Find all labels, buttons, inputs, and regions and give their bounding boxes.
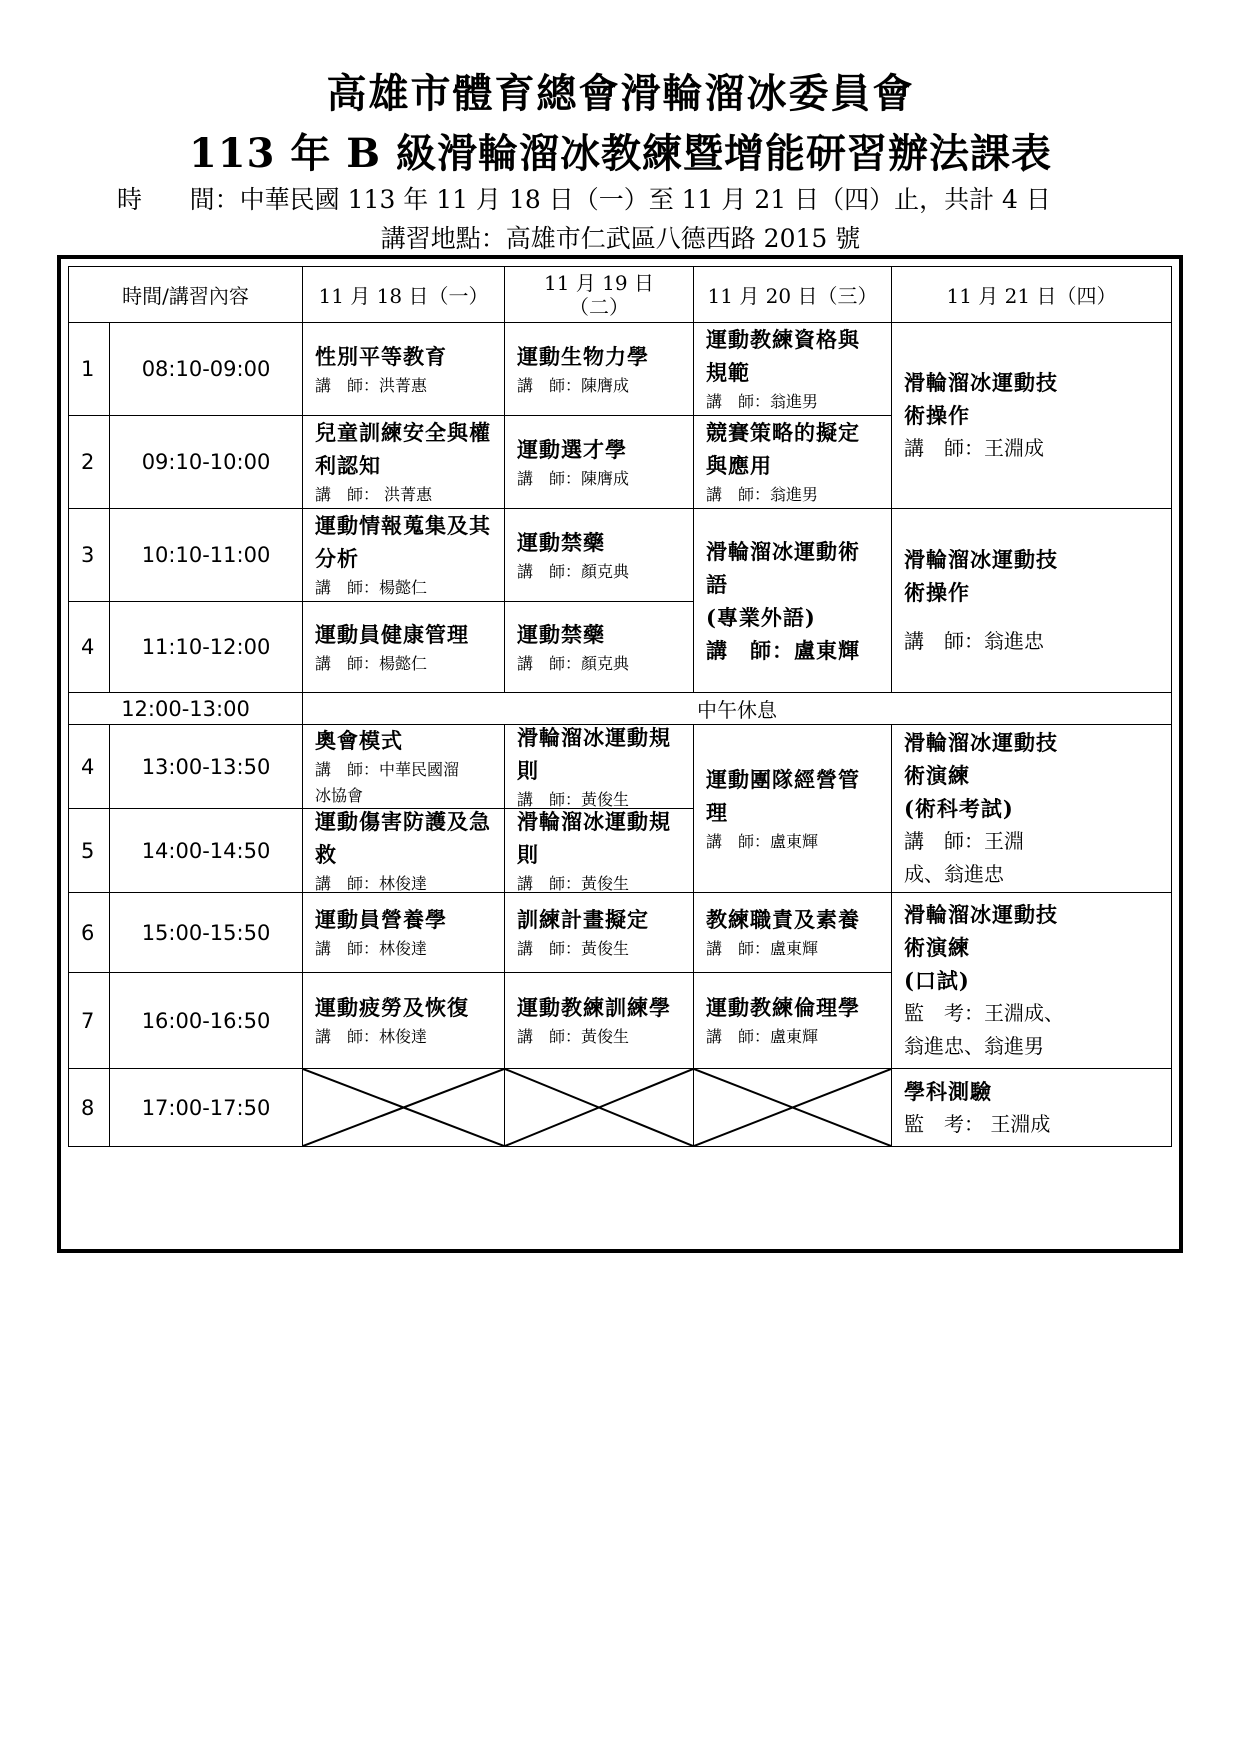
- session-cell: [302, 415, 505, 509]
- row-number: 8: [68, 1068, 110, 1147]
- session-cell: [504, 892, 694, 973]
- session-title: 滑輪溜冰運動技: [904, 730, 1058, 755]
- session-cell: [693, 508, 892, 693]
- session-title: 運動選才學: [517, 436, 627, 462]
- session-title: 理: [706, 799, 728, 825]
- session-cell: [302, 508, 505, 602]
- session-teacher: 講 師： 洪菁惠: [315, 485, 433, 504]
- header-day2-date: 11 月 19 日: [544, 270, 654, 295]
- session-teacher: 成、翁進忠: [904, 862, 1004, 886]
- empty-cell-crossed: [504, 1068, 694, 1147]
- session-teacher: 講 師：黃俊生: [517, 789, 630, 809]
- session-title: (專業外語): [706, 604, 816, 630]
- session-title: 救: [315, 841, 337, 867]
- session-title: 則: [517, 841, 539, 867]
- session-teacher: 講 師：王淵成: [904, 436, 1044, 460]
- session-cell: [302, 322, 505, 416]
- session-title: 規範: [706, 360, 750, 385]
- session-title: 運動傷害防護及急: [315, 808, 491, 834]
- row-time: 08:10-09:00: [109, 322, 303, 416]
- session-teacher: 翁進忠、翁進男: [904, 1034, 1044, 1058]
- session-cell: [891, 508, 1172, 693]
- session-title: 術操作: [904, 403, 970, 428]
- row-number: 1: [68, 322, 110, 416]
- session-title: 術演練: [904, 935, 970, 960]
- session-title: 運動團隊經營管: [706, 766, 860, 792]
- session-title: 語: [706, 571, 728, 597]
- row-number: 4: [68, 724, 110, 809]
- document-title: 高雄市體育總會滑輪溜冰委員會: [326, 70, 915, 117]
- header-day2-weekday: （二）: [569, 294, 629, 319]
- session-teacher: 講 師：陳膺成: [517, 468, 630, 488]
- session-title: 運動禁藥: [517, 529, 605, 555]
- schedule-grid: [68, 266, 1172, 1242]
- session-title: 滑輪溜冰運動技: [904, 370, 1058, 395]
- header-corner: 時間/講習內容: [68, 266, 303, 323]
- session-title: 運動情報蒐集及其: [315, 513, 491, 538]
- row-time: 10:10-11:00: [109, 508, 303, 602]
- lunch-break: 中午休息: [302, 692, 1172, 725]
- session-teacher: 講 師：盧東輝: [706, 1027, 819, 1046]
- session-cell: [693, 415, 892, 509]
- session-title: 奧會模式: [315, 728, 403, 753]
- session-cell: [504, 508, 694, 602]
- session-cell: [693, 724, 892, 893]
- session-teacher: 講 師：楊懿仁: [315, 578, 428, 597]
- header-day3: 11 月 20 日（三）: [693, 266, 892, 323]
- session-teacher: 講 師：顏克典: [517, 561, 630, 581]
- session-title: 運動禁藥: [517, 621, 605, 647]
- session-title: 學科測驗: [904, 1078, 992, 1104]
- session-title: 兒童訓練安全與權: [315, 420, 491, 445]
- session-teacher: 講 師：翁進男: [706, 485, 819, 504]
- header-day1: 11 月 18 日（一）: [302, 266, 505, 323]
- session-title: 術操作: [904, 580, 970, 605]
- session-teacher: 講 師：翁進男: [706, 392, 819, 411]
- session-title: 利認知: [315, 453, 381, 478]
- lunch-time: 12:00-13:00: [68, 692, 303, 725]
- session-cell: [891, 1068, 1172, 1147]
- session-teacher: 講 師：盧東輝: [706, 831, 819, 851]
- row-time: 17:00-17:50: [109, 1068, 303, 1147]
- row-number: 7: [68, 972, 110, 1069]
- row-time: 15:00-15:50: [109, 892, 303, 973]
- session-cell: [504, 972, 694, 1069]
- session-title: 運動員營養學: [315, 907, 447, 932]
- session-teacher: 講 師：顏克典: [517, 653, 630, 673]
- session-cell: [891, 724, 1172, 893]
- empty-cell-crossed: [693, 1068, 892, 1147]
- session-teacher: 監 考：王淵成、: [904, 1001, 1064, 1025]
- header-day4: 11 月 21 日（四）: [891, 266, 1172, 323]
- row-time: 11:10-12:00: [109, 601, 303, 693]
- schedule-table: [57, 255, 1183, 1253]
- row-number: 6: [68, 892, 110, 973]
- session-title: 運動生物力學: [517, 343, 649, 369]
- session-title: 運動教練倫理學: [706, 995, 860, 1020]
- session-teacher: 講 師：林俊達: [315, 939, 428, 958]
- session-title: 滑輪溜冰運動技: [904, 902, 1058, 927]
- session-teacher: 講 師：黃俊生: [517, 939, 630, 958]
- session-teacher: 講 師：盧東輝: [706, 939, 819, 958]
- session-title: 分析: [315, 546, 359, 571]
- empty-cell-crossed: [302, 1068, 505, 1147]
- cross-mark: [694, 1069, 891, 1146]
- row-time: 09:10-10:00: [109, 415, 303, 509]
- session-teacher: 講 師：林俊達: [315, 1027, 428, 1046]
- row-number: 5: [68, 808, 110, 893]
- session-title: 滑輪溜冰運動技: [904, 547, 1058, 572]
- session-title: 與應用: [706, 453, 772, 478]
- session-cell: [693, 322, 892, 416]
- session-title: 則: [517, 757, 539, 783]
- session-cell: [302, 972, 505, 1069]
- session-cell: [302, 601, 505, 693]
- spacer: [904, 609, 1163, 625]
- venue-location: 講習地點：高雄市仁武區八德西路 2015 號: [380, 224, 861, 253]
- session-teacher: 講 師：黃俊生: [517, 873, 630, 893]
- session-cell: [504, 724, 694, 809]
- session-title: 運動疲勞及恢復: [315, 995, 469, 1020]
- session-title: 訓練計畫擬定: [517, 907, 649, 932]
- row-time: 14:00-14:50: [109, 808, 303, 893]
- schedule-period: 時 間：中華民國 113 年 11 月 18 日（一）至 11 月 21 日（四）止，共計 4 日: [117, 185, 1051, 214]
- session-cell: [504, 808, 694, 893]
- row-number: 3: [68, 508, 110, 602]
- cross-mark: [303, 1069, 504, 1146]
- session-teacher: 監 考： 王淵成: [904, 1111, 1051, 1136]
- session-teacher: 講 師：楊懿仁: [315, 653, 428, 673]
- session-title: 術演練: [904, 763, 970, 788]
- session-cell: [693, 892, 892, 973]
- row-number: 4: [68, 601, 110, 693]
- session-title: 性別平等教育: [315, 343, 447, 369]
- session-teacher: 講 師：翁進忠: [904, 629, 1044, 653]
- session-title: 滑輪溜冰運動規: [517, 808, 671, 834]
- session-title: 教練職責及素養: [706, 907, 860, 932]
- session-cell: [302, 808, 505, 893]
- session-teacher: 冰協會: [315, 786, 364, 805]
- session-title: 滑輪溜冰運動規: [517, 724, 671, 750]
- session-cell: [302, 724, 505, 809]
- session-title: 運動教練訓練學: [517, 995, 671, 1020]
- session-title: 運動教練資格與: [706, 327, 860, 352]
- session-title: (口試): [904, 968, 970, 993]
- session-cell: [891, 892, 1172, 1069]
- session-teacher: 講 師：林俊達: [315, 873, 428, 893]
- session-cell: [891, 322, 1172, 509]
- session-cell: [302, 892, 505, 973]
- session-cell: [504, 322, 694, 416]
- session-title: (術科考試): [904, 796, 1014, 821]
- session-teacher: 講 師：陳膺成: [517, 375, 630, 395]
- session-teacher: 講 師：中華民國溜: [315, 760, 460, 779]
- session-title: 運動員健康管理: [315, 621, 469, 647]
- document-subtitle: 113 年 B 級滑輪溜冰教練暨增能研習辦法課表: [188, 130, 1053, 177]
- session-cell: [693, 972, 892, 1069]
- session-title: 競賽策略的擬定: [706, 420, 860, 445]
- session-cell: [504, 601, 694, 693]
- cross-mark: [505, 1069, 693, 1146]
- row-number: 2: [68, 415, 110, 509]
- session-teacher: 講 師：王淵: [904, 829, 1024, 853]
- session-cell: [504, 415, 694, 509]
- session-teacher: 講 師：盧東輝: [706, 637, 860, 663]
- session-title: 滑輪溜冰運動術: [706, 538, 860, 564]
- row-time: 13:00-13:50: [109, 724, 303, 809]
- row-time: 16:00-16:50: [109, 972, 303, 1069]
- session-teacher: 講 師：黃俊生: [517, 1027, 630, 1046]
- header-day2: [504, 266, 694, 323]
- session-teacher: 講 師：洪菁惠: [315, 375, 428, 395]
